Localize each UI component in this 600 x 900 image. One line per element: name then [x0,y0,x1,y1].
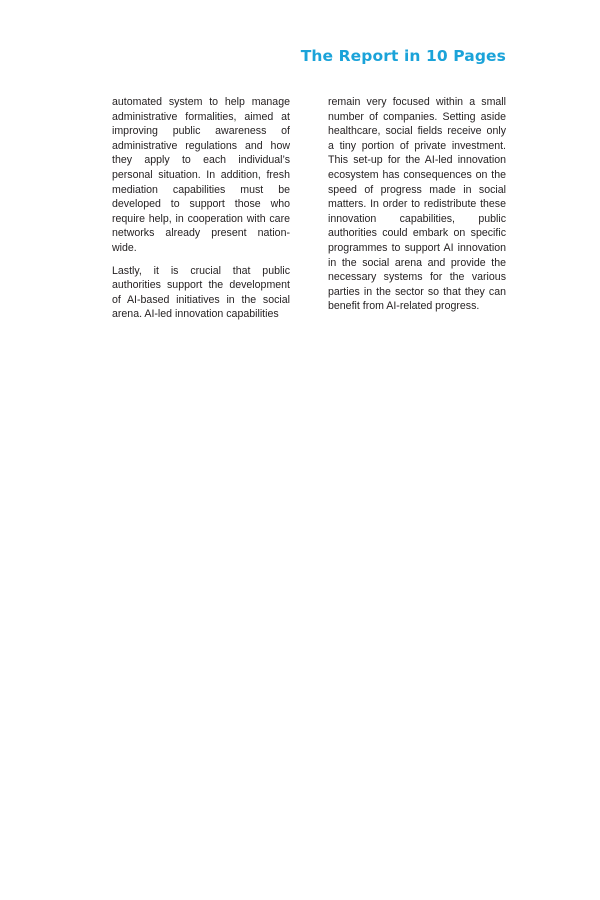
paragraph: Lastly, it is crucial that public authorities support the development of AI-based initiatives in the social arena. AI-led innovation capabilities [112,264,290,321]
paragraph: remain very focused within a small number of companies. Setting aside healthcare, social fields receive only a tiny portion of private investment. This set-up for the AI-led innovation ecosystem has consequences on the speed of progress made in social matters. In order to redistribute these innovation capabilities, public authorities could embark on specific programmes to support AI innovation in the social arena and provide the necessary systems for the various parties in the sector so that they can benefit from AI-related progress. [328,96,506,313]
text-column-left [112,95,290,330]
paragraph: automated system to help manage administrative formalities, aimed at improving public awareness of administrative regulations and how they apply to each individual’s personal situation. In addition, fresh mediation capabilities must be developed to support those who require help, in cooperation with care networks already present nation-wide. [112,96,290,254]
running-header: The Report in 10 Pages [300,47,506,65]
text-column-right [328,95,506,322]
